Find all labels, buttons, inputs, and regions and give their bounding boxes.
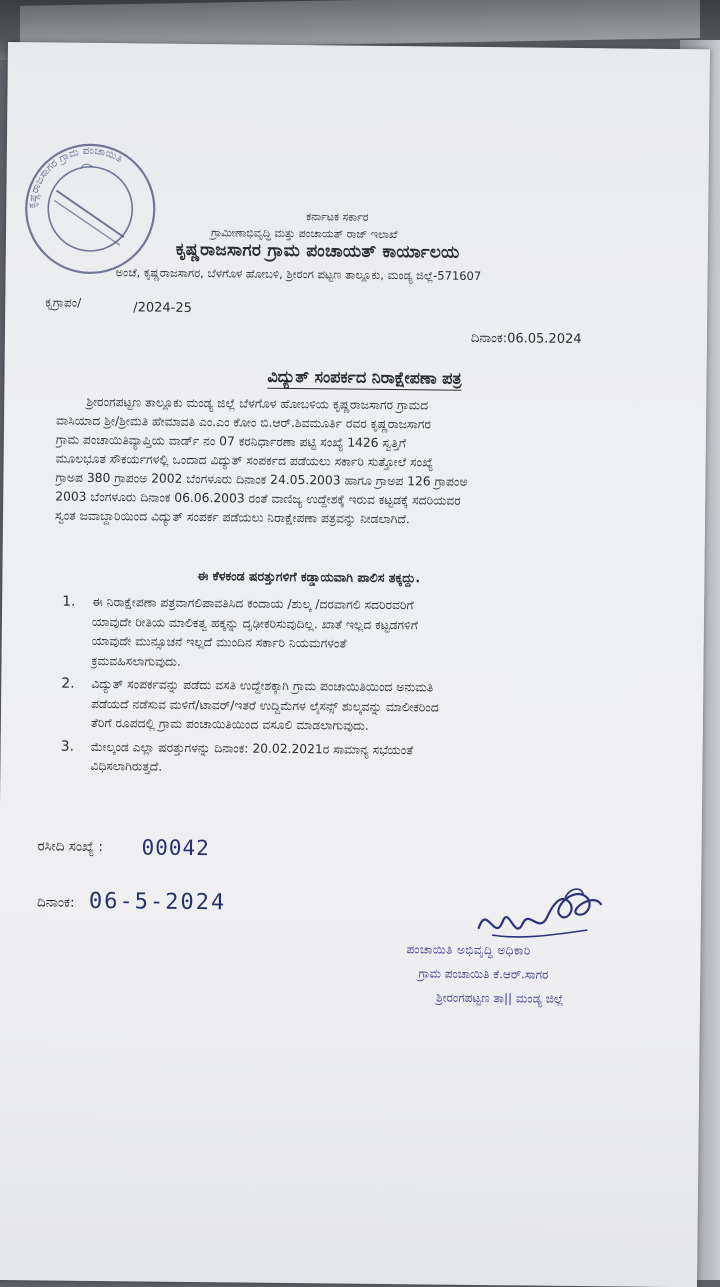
document-date: ದಿನಾಂಕ:06.05.2024 xyxy=(470,330,582,348)
receipt-number-handwritten: 00042 xyxy=(141,835,210,861)
seal-text: ಕೃಷ್ಣರಾಜಸಾಗರ ಗ್ರಾಮ ಪಂಚಾಯಿತಿ xyxy=(26,144,125,209)
condition-line: ಈ ನಿರಾಕ್ಷೇಪಣಾ ಪತ್ರವಾಗಲಿಪಾವತಿಸಿದ ಕಂದಾಯ /ಶುಲ್ಕ /ದರವಾಗಲಿ ಸದರಿರವರಿಗೆ xyxy=(92,594,414,613)
stamp-office: ಗ್ರಾಮ ಪಂಚಾಯಿತಿ ಕೆ.ಆರ್.ಸಾಗರ xyxy=(418,966,549,982)
condition-line: ಯಾವುದೇ ರೀತಿಯ ಮಾಲಿಕತ್ವ ಹಕ್ಕನ್ನು ದೃಢೀಕರಿಸುವುದಿಲ್ಲ. ಖಾತೆ ಇಲ್ಲದ ಕಟ್ಟಡಗಳಿಗೆ xyxy=(91,614,419,632)
condition-line: ಕ್ರಮವಹಿಸಲಾಗುವುದು. xyxy=(91,653,181,669)
document-title xyxy=(4,364,720,392)
body-line: ವಾಸಿಯಾದ ಶ್ರೀ/ಶ್ರೀಮತಿ ಹೇಮಾವತಿ ಎಂ.ಎಂ ಕೋಂ ಬಿ.ಆರ್.ಶಿವಮೂರ್ತಿ ರವರ ಕೃಷ್ಣರಾಜಸಾಗರ xyxy=(55,413,431,432)
condition-number: 2. xyxy=(61,675,75,692)
body-paragraph xyxy=(55,393,616,532)
document-paper xyxy=(0,42,710,1287)
handwritten-date-value: 06-5-2024 xyxy=(88,888,227,916)
reference-year: /2024-25 xyxy=(133,300,193,316)
receipt-label: ರಸೀದಿ ಸಂಖ್ಯೆ : xyxy=(37,838,104,856)
panchayat-seal-icon xyxy=(20,138,161,279)
header-address: ಅಂಚೆ, ಕೃಷ್ಣರಾಜಸಾಗರ, ಬೆಳಗೊಳ ಹೋಬಳಿ, ಶ್ರೀರಂಗ ಪಟ್ಟಣ ತಾಲ್ಲೂಕು, ಮಂಡ್ಯ ಜಿಲ್ಲೆ-571607 xyxy=(115,265,482,283)
condition-item xyxy=(61,675,632,739)
body-line: 2003 ಬೆಂಗಳೂರು ದಿನಾಂಕ 06.06.2003 ರಂತೆ ವಾಣಿಜ್ಯ ಉದ್ದೇಶಕ್ಕೆ ಇರುವ ಕಟ್ಟಡಕ್ಕೆ ಸದರಿಯವರ xyxy=(55,489,461,508)
condition-number: 1. xyxy=(62,593,76,610)
condition-line: ವಿಧಿಸಲಾಗಿರುತ್ತದೆ. xyxy=(90,758,163,774)
conditions-list xyxy=(60,593,632,786)
condition-line: ಯಾವುದೇ ಮುನ್ಸೂಚನೆ ಇಲ್ಲದೆ ಮುಂದಿನ ಸರ್ಕಾರಿ ನಿಯಮಗಳಂತೆ xyxy=(91,633,347,651)
stamp-location: ಶ್ರೀರಂಗಪಟ್ಟಣ ತಾ|| ಮಂಡ್ಯ ಜಿಲ್ಲೆ xyxy=(435,990,564,1006)
condition-line: ಮೇಲ್ಕಂಡ ಎಲ್ಲಾ ಷರತ್ತುಗಳನ್ನು ದಿನಾಂಕ: 20.02.2021ರ ಸಾಮಾನ್ಯ ಸಭೆಯಂತೆ xyxy=(90,739,414,757)
conditions-heading: ಈ ಕೆಳಕಂಡ ಷರತ್ತುಗಳಿಗೆ ಕಡ್ಡಾಯವಾಗಿ ಪಾಲಿಸ ತಕ್ಕದ್ದು. xyxy=(197,568,421,586)
header-department: ಗ್ರಾಮೀಣಾಭಿವೃದ್ಧಿ ಮತ್ತು ಪಂಚಾಯತ್ ರಾಜ್ ಇಲಾಖೆ xyxy=(210,226,398,242)
header-office-name: ಕೃಷ್ಣರಾಜಸಾಗರ ಗ್ರಾಮ ಪಂಚಾಯತ್ ಕಾರ್ಯಾಲಯ xyxy=(175,239,460,263)
reference-number: ಕೃಗ್ರಾಪಂ/ xyxy=(45,295,82,310)
condition-number: 3. xyxy=(60,738,75,755)
svg-text:ಕೃಷ್ಣರಾಜಸಾಗರ ಗ್ರಾಮ ಪಂಚಾಯಿತಿ xyxy=(26,144,125,209)
handwritten-date-label: ದಿನಾಂಕ: xyxy=(36,894,75,911)
condition-item xyxy=(60,737,630,782)
condition-line: ವಿದ್ಯುತ್ ಸಂಪರ್ಕವನ್ನು ಪಡೆದು ವಸತಿ ಉದ್ದೇಶಕ್ಕಾಗಿ ಗ್ರಾಮ ಪಂಚಾಯಿತಿಯಿಂದ ಅನುಮತಿ xyxy=(91,676,434,695)
body-line: ಗ್ರಾಮ ಪಂಚಾಯಿತಿವ್ಯಾಪ್ತಿಯ ವಾರ್ಡ್ ನಂ 07 ಕರನಿರ್ಧಾರಣಾ ಪಟ್ಟಿ ಸಂಖ್ಯೆ 1426 ಸ್ವತ್ತಿಗೆ xyxy=(55,432,406,451)
header-govt: ಕರ್ನಾಟಕ ಸರ್ಕಾರ xyxy=(306,210,369,224)
body-line: ಗ್ರಾಅಪ 380 ಗ್ರಾಪಂಅ 2002 ಬೆಂಗಳೂರು ದಿನಾಂಕ 24.05.2003 ಹಾಗೂ ಗ್ರಾಅಪ 126 ಗ್ರಾಪಂಅ xyxy=(55,470,468,489)
document-title-text: ವಿದ್ಯುತ್ ಸಂಪರ್ಕದ ನಿರಾಕ್ಷೇಪಣಾ ಪತ್ರ xyxy=(267,367,461,391)
condition-line: ತೆರಿಗೆ ರೂಪದಲ್ಲಿ ಗ್ರಾಮ ಪಂಚಾಯಿತಿಯಿಂದ ವಸೂಲಿ ಮಾಡಲಾಗುವುದು. xyxy=(90,715,369,733)
body-line: ಸ್ವಂತ ಜವಾಬ್ದಾರಿಯಿಂದ ವಿದ್ಯುತ್ ಸಂಪರ್ಕ ಪಡೆಯಲು ನಿರಾಕ್ಷೇಪಣಾ ಪತ್ರವನ್ನು ನೀಡಲಾಗಿದೆ. xyxy=(54,508,410,527)
condition-item xyxy=(61,593,632,677)
stamp-designation: ಪಂಚಾಯಿತಿ ಅಭಿವೃದ್ಧಿ ಅಧಿಕಾರಿ xyxy=(406,942,531,958)
body-line: ಮೂಲಭೂತ ಸೌಕರ್ಯಗಳಲ್ಲಿ ಒಂದಾದ ವಿದ್ಯುತ್ ಸಂಪರ್ಕದ ಪಡೆಯಲು ಸರ್ಕಾರಿ ಸುತ್ತೋಲೆ ಸಂಖ್ಯೆ xyxy=(55,451,434,470)
condition-line: ಪಡೆಯದೆ ನಡೆಸುವ ಮಳಿಗೆ/ಟಾವರ್/ಇತರೆ ಉದ್ದಿಮೆಗಳ ಲೈಸನ್ಸ್ ಶುಲ್ಕವನ್ನು ಮಾಲೀಕರಿಂದ xyxy=(91,696,439,715)
body-line: ಶ್ರೀರಂಗಪಟ್ಟಣ ತಾಲ್ಲೂಕು ಮಂಡ್ಯ ಜಿಲ್ಲೆ ಬೆಳಗೊಳ ಹೋಬಳಿಯ ಕೃಷ್ಣರಾಜಸಾಗರ ಗ್ರಾಮದ xyxy=(86,394,429,413)
